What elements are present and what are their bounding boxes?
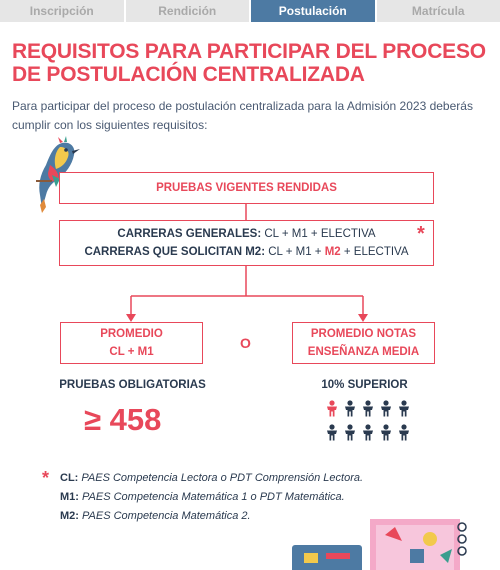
person-icon — [378, 400, 394, 417]
mandatory-tests-label: PRUEBAS OBLIGATORIAS — [59, 379, 206, 391]
m2-careers-row — [84, 243, 408, 261]
person-icon — [396, 424, 412, 441]
average-grades-box — [292, 322, 435, 364]
careers-box — [59, 220, 434, 266]
minimum-score: ≥ 458 — [84, 402, 162, 437]
average-grades-line2: ENSEÑANZA MEDIA — [307, 346, 420, 358]
average-grades-line1: PROMEDIO NOTAS — [310, 328, 417, 340]
general-careers-label: CARRERAS GENERALES: — [117, 228, 262, 240]
page-title: REQUISITOS PARA PARTICIPAR DEL PROCESO DE POSTULACIÓN CENTRALIZADA — [12, 40, 486, 86]
note-key: CL: — [60, 472, 79, 484]
person-icon — [396, 400, 412, 417]
person-icon — [324, 400, 340, 417]
tests-box — [59, 172, 434, 204]
m2-value-b: + ELECTIVA — [340, 246, 409, 258]
tab-inscripcion[interactable]: Inscripción — [29, 4, 94, 18]
asterisk-icon: * — [42, 468, 50, 488]
note-key: M2: — [60, 510, 79, 522]
tab-matricula[interactable]: Matrícula — [411, 4, 465, 18]
note-cl — [60, 469, 363, 488]
tab-postulacion[interactable]: Postulación — [251, 0, 375, 22]
m2-value-a: CL + M1 + — [265, 246, 325, 258]
person-icon — [360, 424, 376, 441]
person-icon — [378, 424, 394, 441]
average-tests-box — [60, 322, 203, 364]
person-icon — [324, 424, 340, 441]
general-careers-value: CL + M1 + ELECTIVA — [261, 228, 376, 240]
or-separator: O — [240, 335, 251, 351]
note-text: PAES Competencia Matemática 1 o PDT Matemática. — [78, 491, 345, 503]
top-percent-label: 10% SUPERIOR — [321, 379, 408, 391]
asterisk-icon: * — [417, 223, 425, 245]
average-tests-line2: CL + M1 — [109, 346, 154, 358]
decorative-illustration — [290, 505, 490, 570]
note-text: PAES Competencia Matemática 2. — [78, 510, 251, 522]
average-tests-line1: PROMEDIO — [100, 328, 163, 340]
intro-text: Para participar del proceso de postulación centralizada para la Admisión 2023 deberás cumplir con los siguientes requisitos: — [12, 99, 473, 132]
tests-box-label: PRUEBAS VIGENTES RENDIDAS — [156, 182, 337, 194]
m2-careers-label: CARRERAS QUE SOLICITAN M2: — [84, 246, 266, 258]
note-text: PAES Competencia Lectora o PDT Comprensión Lectora. — [78, 472, 364, 484]
person-icon — [360, 400, 376, 417]
tab-rendicion[interactable]: Rendición — [158, 4, 217, 18]
general-careers-row — [117, 225, 375, 243]
note-key: M1: — [60, 491, 79, 503]
people-grid — [324, 400, 414, 441]
person-icon — [342, 424, 358, 441]
m2-value-highlight: M2 — [324, 246, 341, 258]
person-icon — [342, 400, 358, 417]
